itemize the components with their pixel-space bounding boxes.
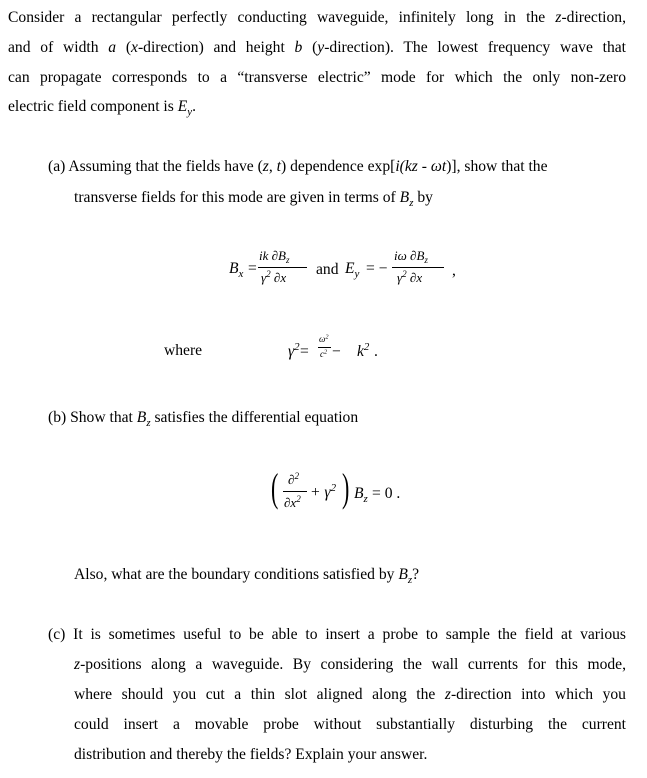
part-a-line-2: transverse fields for this mode are given in terms of $B_z$ by: [74, 189, 433, 209]
where-word: where: [164, 342, 203, 359]
part-c-line-4: could insert a movable probe without substantially disturbing the current: [74, 716, 626, 733]
d2-numerator: ∂$^2$: [288, 471, 299, 487]
dx2-denominator: $\partial x^2$: [284, 494, 301, 510]
and-word: and: [316, 261, 339, 278]
fraction-1-numerator: ik $\partial B_z$: [259, 248, 290, 266]
minus: −: [332, 343, 341, 360]
fraction-2-numerator: iω $\partial B_z$: [394, 248, 428, 266]
part-a-line-1: (a) Assuming that the fields have (z, t) dependence exp[i(kz - ωt)], show that the: [48, 158, 548, 175]
part-c-line-3: where should you cut a thin slot aligned along the z-direction into which you: [74, 686, 626, 703]
bz-symbol: $B_z$: [354, 485, 368, 505]
period: .: [374, 343, 378, 360]
ey-symbol: $E_y$: [345, 260, 360, 280]
fraction-1-bar: [258, 267, 307, 268]
intro-line-2: and of width a (x-direction) and height b (y-direction). The lowest frequency wave that: [8, 39, 626, 56]
part-c-line-2: z-positions along a waveguide. By considering the wall currents for this mode,: [74, 656, 626, 673]
equals-zero: = 0 .: [372, 485, 401, 502]
intro-line-1: Consider a rectangular perfectly conducting waveguide, infinitely long in the z-direction,: [8, 9, 626, 26]
fraction-2-denominator: $\gamma^2$ ∂x: [397, 269, 423, 285]
bx-symbol: $B_x$: [229, 260, 244, 280]
fraction-2-bar: [392, 267, 444, 268]
fraction-4-bar: [283, 491, 307, 492]
comma: ,: [452, 262, 456, 279]
part-c-line-5: distribution and thereby the fields? Explain your answer.: [74, 746, 428, 763]
part-b-line-1: (b) Show that $B_z$ satisfies the differential equation: [48, 409, 359, 429]
k-squared: $k^2$: [357, 341, 370, 360]
plus-gamma-squared: + $\gamma^2$: [310, 482, 337, 501]
equals-3: =: [300, 343, 309, 360]
part-c-line-1: (c) It is sometimes useful to be able to insert a probe to sample the field at various: [48, 626, 626, 643]
fraction-1-denominator: $\gamma^2$ ∂x: [261, 269, 287, 285]
right-paren: ): [341, 465, 350, 510]
c-squared-denominator: $c^2$: [320, 348, 328, 359]
equals-1: =: [248, 260, 257, 277]
intro-line-3: can propagate corresponds to a “transverse electric” mode for which the only non-zero: [8, 69, 626, 86]
intro-line-4: electric field component is $E_y$.: [8, 98, 197, 118]
equals-minus-2: = −: [366, 260, 388, 277]
omega-squared-numerator: $\omega^2$: [319, 333, 329, 344]
part-b-line-2: Also, what are the boundary conditions satisfied by $B_z$?: [74, 566, 420, 586]
gamma-squared: $\gamma^2$: [288, 341, 300, 360]
left-paren: (: [270, 465, 279, 510]
